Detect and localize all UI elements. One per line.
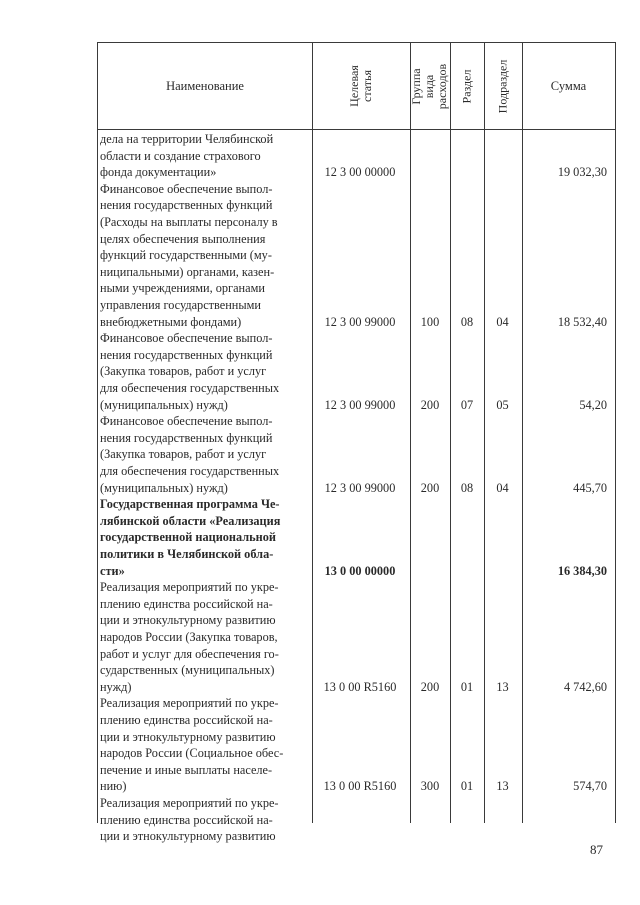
row-name-line: (Закупка товаров, работ и услуг [100, 447, 267, 462]
row-name [100, 795, 310, 845]
row-group: 300 [420, 779, 440, 794]
row-code: 12 3 00 00000 [324, 165, 396, 180]
header-subsection-label: Подраздел [495, 59, 510, 113]
row-sum: 18 532,40 [557, 314, 607, 329]
row-code: 12 3 00 99000 [324, 314, 396, 329]
row-name-line: для обеспечения государственных [100, 380, 280, 395]
row-name-line: фонда документации» [100, 165, 217, 180]
row-name-line: для обеспечения государственных [100, 463, 280, 478]
row-name-line: лябинской области «Реализация [100, 513, 281, 528]
row-name-line: ции и этнокультурному развитию [100, 729, 276, 744]
row-name-line: народов России (Социальное обес- [100, 746, 284, 761]
row-group: 200 [420, 679, 440, 694]
page-number: 87 [590, 842, 603, 857]
row-name-line: Государственная программа Че- [100, 497, 280, 512]
row-name-line: функций государственными (му- [100, 248, 272, 263]
row-name-line: нения государственных функций [100, 198, 273, 213]
row-section: 01 [460, 679, 474, 694]
row-sum: 445,70 [573, 480, 607, 495]
header-subsection [484, 43, 522, 129]
header-group [410, 43, 450, 129]
row-name-line: (муниципальных) нужд) [100, 480, 228, 495]
row-name [100, 413, 310, 496]
row-name [100, 579, 310, 695]
row-subsection: 13 [496, 779, 509, 794]
row-name-line: области и создание страхового [100, 148, 261, 163]
row-name [100, 131, 310, 181]
row-sum: 574,70 [573, 779, 607, 794]
column-divider [410, 43, 411, 823]
row-section: 01 [460, 779, 474, 794]
row-sum: 54,20 [579, 397, 607, 412]
row-name-line: Финансовое обеспечение выпол- [100, 331, 273, 346]
row-section: 07 [460, 397, 474, 412]
row-section: 08 [460, 314, 474, 329]
row-group: 200 [420, 397, 440, 412]
row-code: 12 3 00 99000 [324, 480, 396, 495]
header-sum [522, 43, 615, 129]
row-code: 13 0 00 00000 [324, 563, 396, 578]
row-name-line: (муниципальных) нужд) [100, 397, 228, 412]
header-name [98, 43, 312, 129]
row-name-line: Реализация мероприятий по укре- [100, 796, 279, 810]
row-subsection: 04 [496, 480, 509, 495]
row-name-line: Финансовое обеспечение выпол- [100, 181, 273, 196]
row-group: 100 [420, 314, 440, 329]
row-section: 08 [460, 480, 474, 495]
row-name-line: нения государственных функций [100, 430, 273, 445]
row-name [100, 330, 310, 413]
row-name-line: государственной национальной [100, 530, 276, 545]
header-code-label: Целевая статья [346, 65, 374, 107]
budget-table [97, 42, 616, 844]
row-name-line: нужд) [100, 679, 132, 694]
header-divider [98, 129, 615, 130]
row-name-line: работ и услуг для обеспечения го- [100, 646, 279, 661]
row-name-line: плению единства российской на- [100, 812, 273, 827]
row-name-line: сударственных (муниципальных) [100, 663, 275, 678]
row-subsection: 05 [496, 397, 509, 412]
row-name-line: плению единства российской на- [100, 596, 273, 611]
row-name-line: сти» [100, 563, 125, 578]
row-name-line: нию) [100, 779, 127, 794]
header-section-label: Раздел [459, 69, 474, 103]
row-name-line: плению единства российской на- [100, 712, 273, 727]
column-divider [484, 43, 485, 823]
row-name [100, 695, 310, 795]
row-name-line: ными учреждениями, органами [100, 281, 265, 296]
header-group-label: Группа вида расходов [409, 63, 450, 109]
row-name-line: дела на территории Челябинской [100, 132, 274, 146]
row-name-line: (Расходы на выплаты персоналу в [100, 214, 278, 229]
row-name-line: ции и этнокультурному развитию [100, 613, 276, 628]
row-name [100, 496, 310, 579]
row-name-line: управления государственными [100, 297, 261, 312]
row-group: 200 [420, 480, 440, 495]
row-name-line: ниципальными) органами, казен- [100, 264, 275, 279]
row-name-line: народов России (Закупка товаров, [100, 629, 278, 644]
column-divider [312, 43, 313, 823]
row-sum: 19 032,30 [557, 165, 607, 180]
row-code: 13 0 00 R5160 [323, 679, 397, 694]
column-divider [522, 43, 523, 823]
row-code: 13 0 00 R5160 [323, 779, 397, 794]
row-name-line: нения государственных функций [100, 347, 273, 362]
row-name-line: политики в Челябинской обла- [100, 546, 274, 561]
row-name-line: Финансовое обеспечение выпол- [100, 414, 273, 429]
row-name-line: Реализация мероприятий по укре- [100, 580, 279, 595]
row-sum: 16 384,30 [557, 563, 607, 578]
row-name-line: внебюджетными фондами) [100, 314, 242, 329]
row-sum: 4 742,60 [563, 679, 607, 694]
header-code [312, 43, 410, 129]
row-name-line: ции и этнокультурному развитию [100, 829, 276, 844]
row-subsection: 04 [496, 314, 509, 329]
row-code: 12 3 00 99000 [324, 397, 396, 412]
row-subsection: 13 [496, 679, 509, 694]
row-name [100, 181, 310, 330]
header-sum-label: Сумма [550, 78, 587, 93]
row-name-line: целях обеспечения выполнения [100, 231, 266, 246]
row-name-line: (Закупка товаров, работ и услуг [100, 364, 267, 379]
row-name-line: Реализация мероприятий по укре- [100, 696, 279, 711]
header-name-label: Наименование [166, 78, 244, 93]
header-section [450, 43, 484, 129]
column-divider [450, 43, 451, 823]
row-name-line: печение и иные выплаты населе- [100, 762, 273, 777]
